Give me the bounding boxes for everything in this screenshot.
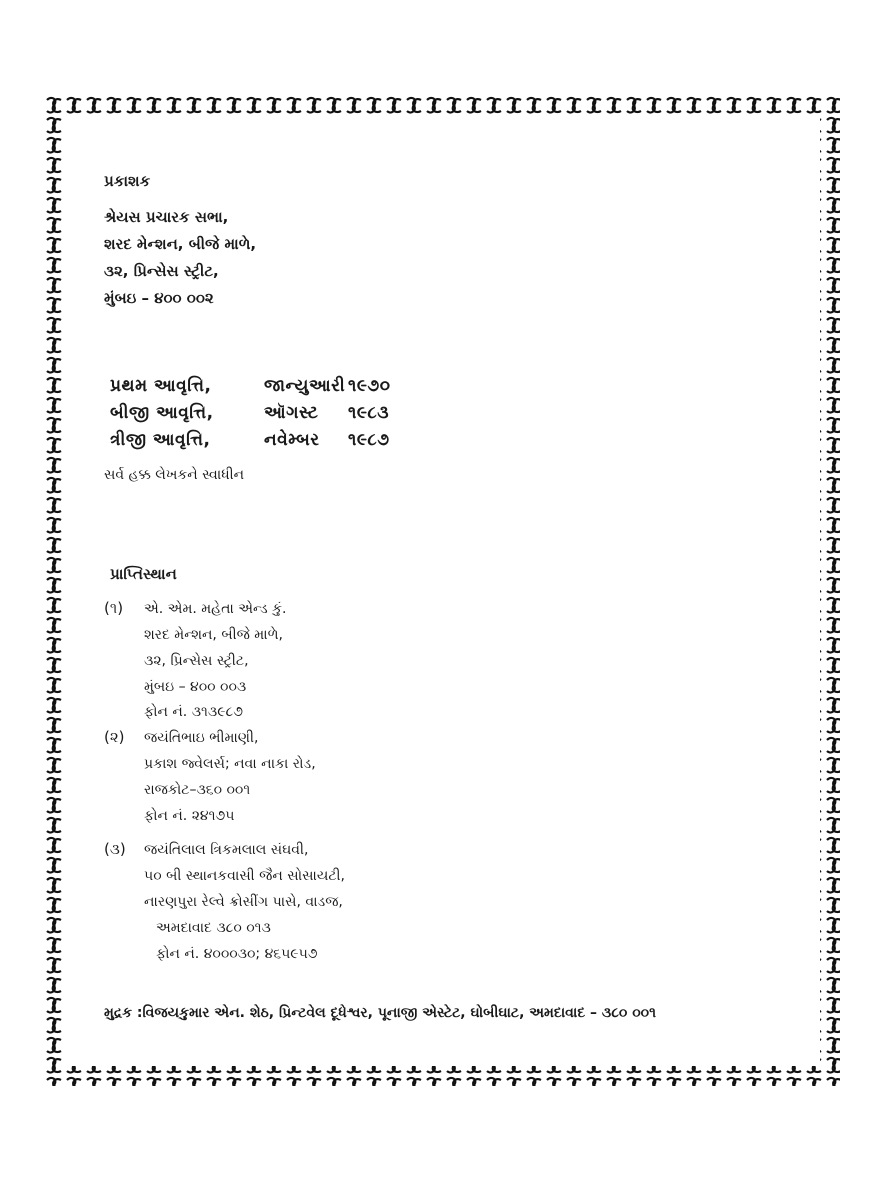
publisher-line: મુંબઇ – ૪૦૦ ૦૦૨ — [104, 289, 214, 307]
distributor-number: (૩) — [104, 840, 126, 858]
distributor-line: રાજકોટ–૩૬૦ ૦૦૧ — [144, 782, 251, 798]
edition-label: બીજી આવૃત્તિ, — [110, 403, 214, 423]
distributor-number: (૧) — [104, 599, 124, 617]
distributor-line: ફોન નં. ૩૧૩૯૮૭ — [144, 704, 243, 720]
distributor-line: ફોન નં. ૪૦૦૦૩૦; ૪૬૫૯૫૭ — [156, 946, 318, 962]
edition-year: ૧૯૮૩ — [348, 403, 390, 423]
distributor-line: ફોન નં. ૨૪૧૭૫ — [144, 808, 235, 824]
page-frame — [44, 96, 840, 1086]
edition-year: ૧૯૮૭ — [348, 430, 390, 450]
copyright-notice: સર્વ હક્ક લેખકને સ્વાધીન — [104, 467, 245, 483]
distributor-line: ૫૦ બી સ્થાનકવાસી જૈન સોસાયટી, — [144, 868, 345, 884]
publisher-line: શ્રેયસ પ્રચારક સભા, — [104, 208, 229, 226]
distributor-line: મુંબઇ – ૪૦૦ ૦૦૩ — [144, 679, 247, 695]
printer-details: વિજયકુમાર એન. શેઠ, પ્રિન્ટવેલ દૂધેશ્વર, પૂનાજી એસ્ટેટ, ઘોબીઘાટ, અમદાવાદ – ૩૮૦ ૦૦૧ — [142, 1005, 656, 1021]
page-content — [44, 96, 840, 1086]
printer-credit — [104, 1006, 656, 1020]
distribution-heading: પ્રાપ્તિસ્થાન — [110, 565, 177, 583]
distributor-line: જયંતિભાઇ ભીમાણી, — [144, 730, 259, 746]
distributor-number: (૨) — [104, 728, 125, 746]
edition-month: જાન્યુઆરી — [264, 376, 346, 396]
edition-month: નવેમ્બર — [264, 430, 320, 450]
distributor-line: એ. એમ. મહેતા એન્ડ કું. — [144, 601, 287, 617]
publisher-heading: પ્રકાશક — [104, 172, 151, 190]
edition-label: ત્રીજી આવૃત્તિ, — [110, 430, 211, 450]
publisher-line: ૩૨, પ્રિન્સેસ સ્ટ્રીટ, — [104, 262, 219, 280]
publisher-line: શરદ મેન્શન, બીજે માળે, — [104, 235, 257, 253]
edition-label: પ્રથમ આવૃત્તિ, — [110, 376, 212, 396]
distributor-line: પ્રકાશ જ્વેલર્સ; નવા નાકા રોડ, — [144, 756, 316, 772]
distributor-line: ૩૨, પ્રિન્સેસ સ્ટ્રીટ, — [144, 653, 249, 669]
distributor-line: અમદાવાદ ૩૮૦ ૦૧૩ — [156, 920, 271, 936]
distributor-line: નારણપુરા રેલ્વે ક્રોસીંગ પાસે, વાડજ, — [144, 894, 343, 910]
printer-label: મુદ્રક : — [104, 1005, 143, 1021]
edition-month: ઑગસ્ટ — [264, 403, 319, 423]
edition-year: ૧૯૭૦ — [348, 376, 391, 396]
distributor-line: શરદ મેન્શન, બીજે માળે, — [144, 627, 283, 643]
distributor-line: જયંતિલાલ ત્રિકમલાલ સંઘવી, — [144, 842, 309, 858]
